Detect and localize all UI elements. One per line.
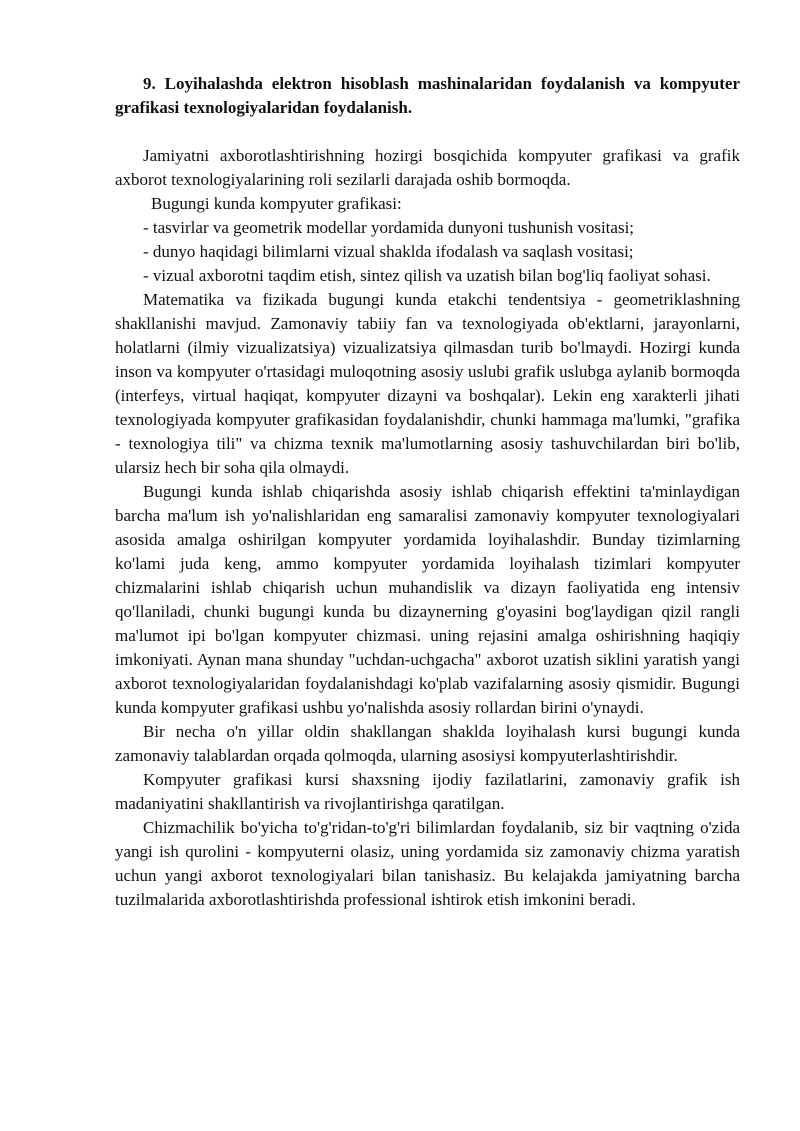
paragraph-intro: Jamiyatni axborotlashtirishning hozirgi bosqichida kompyuter grafikasi va grafik axborot texnologiyalarining roli sezilarli darajada oshib bormoqda. (115, 146, 740, 189)
paragraph-list-lead: Bugungi kunda kompyuter grafikasi: (151, 194, 402, 213)
list-item-knowledge: - dunyo haqidagi bilimlarni vizual shaklda ifodalash va saqlash vositasi; (143, 242, 634, 261)
list-item-understanding: - tasvirlar va geometrik modellar yordamida dunyoni tushunish vositasi; (143, 218, 635, 237)
section-heading: 9. Loyihalashda elektron hisoblash mashinalaridan foydalanish va kompyuter grafikasi texnologiyalaridan foydalanish. (115, 74, 740, 117)
paragraph-math-physics: Matematika va fizikada bugungi kunda etakchi tendentsiya - geometriklashning shakllanishi mavjud. Zamonaviy tabiiy fan va texnologiyada ob'ektlarni, jarayonlarni, holatlarni (ilmiy vizualizatsiya) vizualizatsiya qilmasdan turib bo'lmaydi. Hozirgi kunda inson va kompyuter o'rtasidagi muloqotning asosiy uslubi grafik uslubga aylanib bormoqda (interfeys, virtual haqiqat, kompyuter dizayni va boshqalar). Lekin eng xarakterli jihati texnologiyada kompyuter grafikasidan foydalanishdir, chunki hammaga ma'lumki, "grafika - texnologiya tili" va chizma texnik ma'lumotlarning asosiy tashuvchilardan biri bo'lib, ularsiz hech bir soha qila olmaydi. (115, 290, 740, 477)
paragraph-drawing: Chizmachilik bo'yicha to'g'ridan-to'g'ri bilimlardan foydalanib, siz bir vaqtning o'zida yangi ish qurolini - kompyuterni olasiz, uning yordamida siz zamonaviy chizma yaratish uchun yangi axborot texnologiyalari bilan tanishasiz. Bu kelajakda jamiyatning barcha tuzilmalarida axborotlashtirishda professional ishtirok etish imkonini beradi. (115, 818, 740, 909)
document-page (115, 72, 740, 912)
paragraph-production: Bugungi kunda ishlab chiqarishda asosiy ishlab chiqarish effektini ta'minlaydigan barcha ma'lum ish yo'nalishlaridan eng samaralisi zamonaviy kompyuter texnologiyalari asosida amalga oshirilgan kompyuter yordamida loyihalashdir. Bunday tizimlarning ko'lami juda keng, ammo kompyuter yordamida loyihalash tizimlari kompyuter chizmalarini ishlab chiqarish uchun muhandislik va dizayn faoliyatida eng intensiv qo'llaniladi, chunki bugungi kunda bu dizaynerning g'oyasini bog'laydigan qizil rangli ma'lumot ipi bo'lgan kompyuter chizmasi. uning rejasini amalga oshirishning haqiqiy imkoniyati. Aynan mana shunday "uchdan-uchgacha" axborot uzatish siklini yaratish yangi axborot texnologiyalaridan foydalanishdagi ko'plab vazifalarning asosiy qismidir. Bugungi kunda kompyuter grafikasi ushbu yo'nalishda asosiy rollardan birini o'ynaydi. (115, 482, 740, 717)
list-item-activity: - vizual axborotni taqdim etish, sintez qilish va uzatish bilan bog'liq faoliyat sohasi. (143, 266, 711, 285)
paragraph-design-course: Bir necha o'n yillar oldin shakllangan shaklda loyihalash kursi bugungi kunda zamonaviy talablardan orqada qolmoqda, ularning asosiysi kompyuterlashtirishdir. (115, 722, 740, 765)
paragraph-graphics-course: Kompyuter grafikasi kursi shaxsning ijodiy fazilatlarini, zamonaviy grafik ish madaniyatini shakllantirish va rivojlantirishga qaratilgan. (115, 770, 740, 813)
